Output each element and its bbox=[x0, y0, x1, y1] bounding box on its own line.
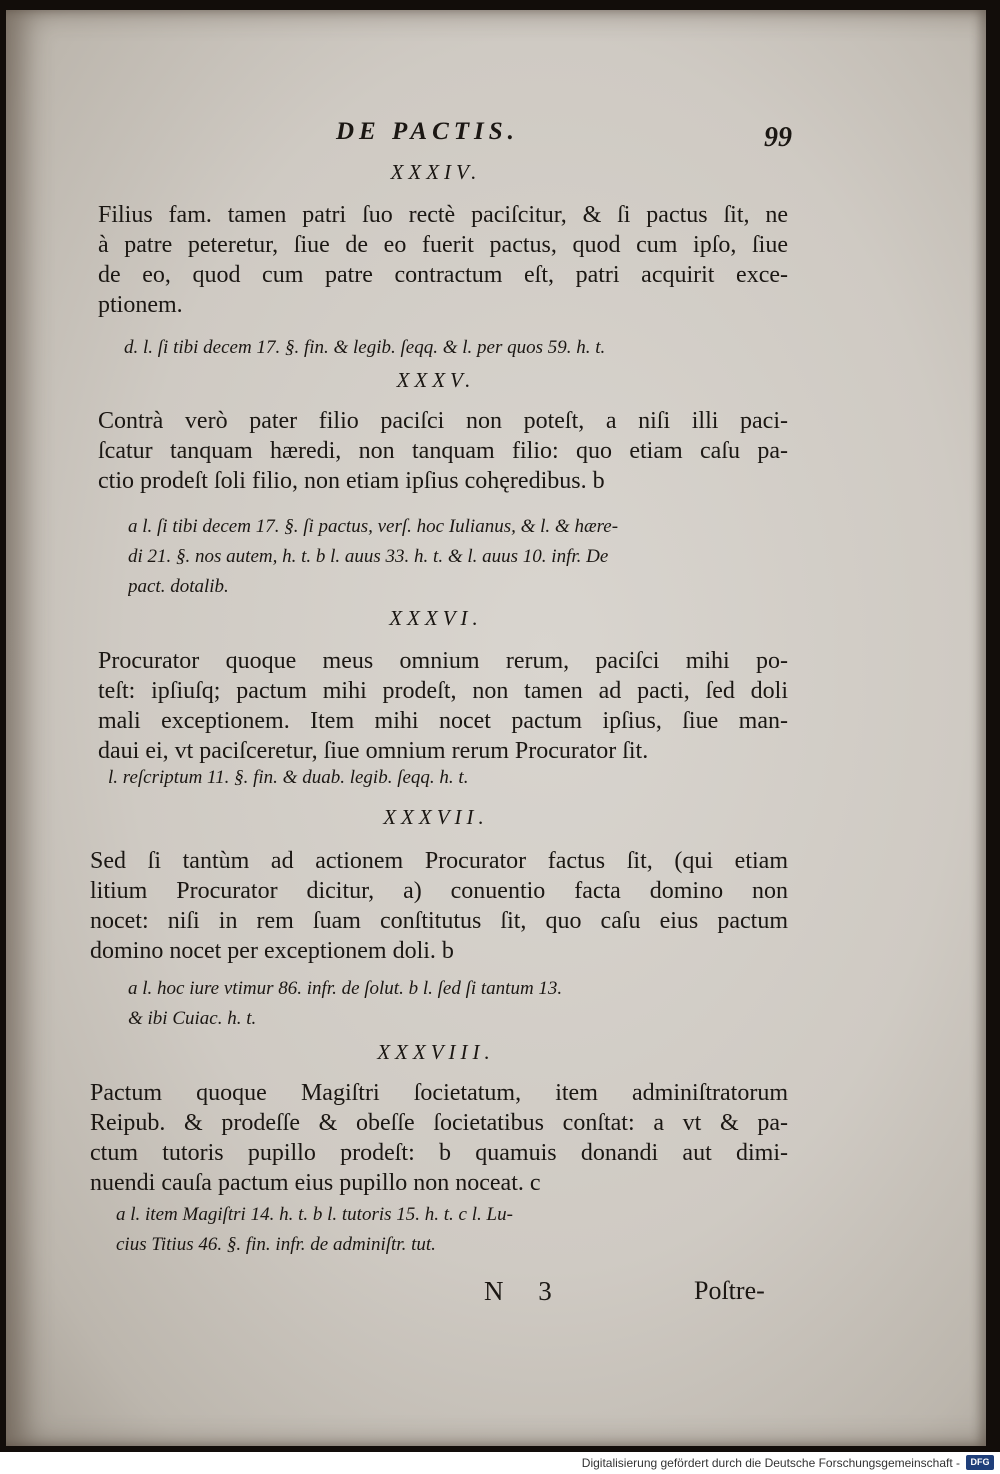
citation-line: d. l. ſi tibi decem 17. §. fin. & legib. ſeqq. & l. per quos 59. h. t. bbox=[124, 337, 606, 358]
section-text bbox=[98, 200, 788, 320]
signature-mark: N 3 bbox=[484, 1276, 566, 1306]
text-line: de eo, quod cum patre contractum eſt, patri acquirit exce- bbox=[98, 262, 788, 288]
text-line: Pactum quoque Magiſtri ſocietatum, item adminiſtratorum bbox=[90, 1080, 788, 1106]
text-line: daui ei, vt paciſceretur, ſiue omnium rerum Procurator ſit. bbox=[98, 738, 649, 764]
text-line: litium Procurator dicitur, a) conuentio facta domino non bbox=[90, 878, 788, 904]
catchword: Poſtre- bbox=[694, 1276, 765, 1305]
text-line: domino nocet per exceptionem doli. b bbox=[90, 938, 454, 964]
section-citation bbox=[128, 512, 768, 602]
citation-line: a l. item Magiſtri 14. h. t. b l. tutoris 15. h. t. c l. Lu- bbox=[116, 1204, 513, 1225]
section-text bbox=[90, 846, 788, 966]
section-text bbox=[90, 1078, 788, 1198]
section-numeral: XXXVIII. bbox=[377, 1040, 495, 1064]
section-citation bbox=[128, 974, 768, 1034]
section-citation bbox=[124, 333, 764, 363]
text-line: Filius fam. tamen patri ſuo rectè paciſcitur, & ſi pactus ſit, ne bbox=[98, 202, 788, 228]
text-line: Procurator quoque meus omnium rerum, paciſci mihi po- bbox=[98, 648, 788, 674]
text-line: Contrà verò pater filio paciſci non poteſt, a niſi illi paci- bbox=[98, 408, 788, 434]
text-line: ctio prodeſt ſoli filio, non etiam ipſius cohęredibus. b bbox=[98, 468, 605, 494]
section-citation bbox=[116, 1200, 756, 1260]
running-title: DE PACTIS. bbox=[336, 118, 519, 145]
text-line: mali exceptionem. Item mihi nocet pactum ipſius, ſiue man- bbox=[98, 708, 788, 734]
text-line: à patre peteretur, ſiue de eo fuerit pactus, quod cum ipſo, ſiue bbox=[98, 232, 788, 258]
section-numeral: XXXVI. bbox=[389, 606, 483, 630]
book-page bbox=[6, 10, 986, 1446]
section-numeral: XXXIV. bbox=[390, 160, 482, 184]
text-line: nuendi cauſa pactum eius pupillo non noceat. c bbox=[90, 1170, 541, 1196]
text-line: teſt: ipſiuſq; pactum mihi prodeſt, non tamen ad pacti, ſed doli bbox=[98, 678, 788, 704]
citation-line: pact. dotalib. bbox=[128, 576, 229, 597]
text-line: ctum tutoris pupillo prodeſt: b quamuis donandi aut dimi- bbox=[90, 1140, 788, 1166]
text-line: nocet: niſi in rem ſuam conſtitutus ſit, quo caſu eius pactum bbox=[90, 908, 788, 934]
section-numeral: XXXV. bbox=[396, 368, 476, 392]
digitization-footer bbox=[0, 1452, 1000, 1474]
text-line: Reipub. & prodeſſe & obeſſe ſocietatibus conſtat: a vt & pa- bbox=[90, 1110, 788, 1136]
citation-line: & ibi Cuiac. h. t. bbox=[128, 1008, 257, 1029]
citation-line: di 21. §. nos autem, h. t. b l. auus 33. h. t. & l. auus 10. infr. De bbox=[128, 546, 609, 567]
text-line: ptionem. bbox=[98, 292, 183, 318]
dfg-logo-icon: DFG bbox=[966, 1455, 994, 1470]
section-citation bbox=[108, 763, 748, 793]
page-number: 99 bbox=[764, 122, 792, 153]
text-line: ſcatur tanquam hæredi, non tanquam filio: quo etiam caſu pa- bbox=[98, 438, 788, 464]
text-line: Sed ſi tantùm ad actionem Procurator factus ſit, (qui etiam bbox=[90, 848, 788, 874]
citation-line: a l. ſi tibi decem 17. §. ſi pactus, verſ. hoc Iulianus, & l. & hære- bbox=[128, 516, 619, 537]
citation-line: a l. hoc iure vtimur 86. infr. de ſolut. b l. ſed ſi tantum 13. bbox=[128, 978, 563, 999]
section-numeral: XXXVII. bbox=[383, 805, 489, 829]
funding-credit: Digitalisierung gefördert durch die Deutsche Forschungsgemeinschaft - bbox=[581, 1456, 960, 1470]
section-text bbox=[98, 646, 788, 766]
citation-line: cius Titius 46. §. fin. infr. de adminiſtr. tut. bbox=[116, 1234, 436, 1255]
citation-line: l. reſcriptum 11. §. fin. & duab. legib. ſeqq. h. t. bbox=[108, 767, 469, 788]
section-text bbox=[98, 406, 788, 496]
